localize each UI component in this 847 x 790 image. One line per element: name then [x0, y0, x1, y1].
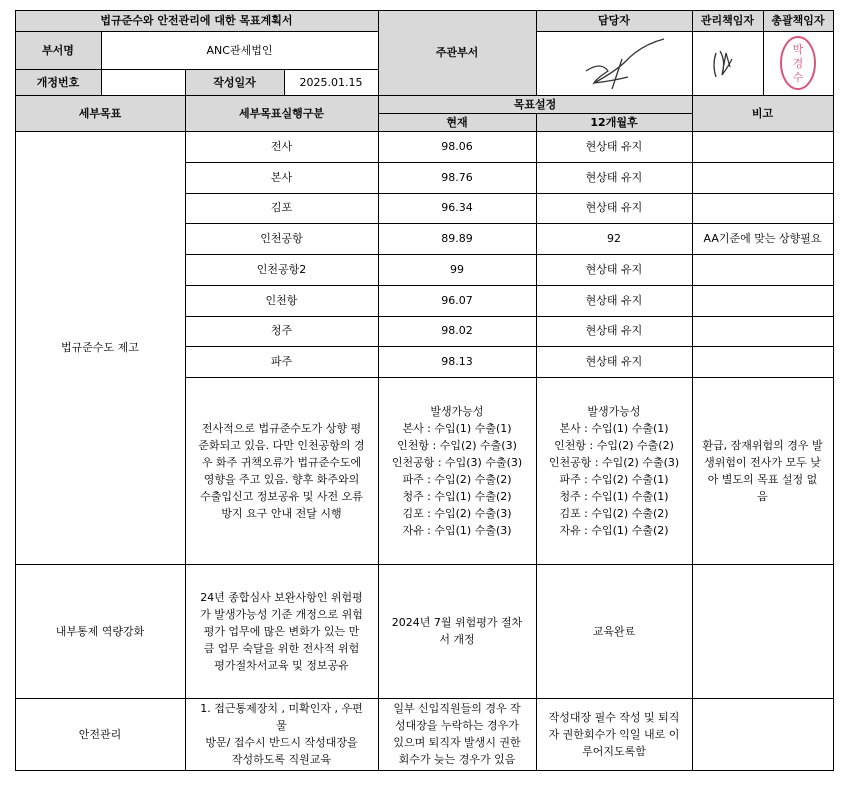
row-after: 현상태 유지 — [585, 293, 643, 307]
col-current: 현재 — [378, 113, 536, 131]
safety-note — [692, 698, 833, 770]
col-target: 목표설정 — [378, 95, 692, 113]
row-name: 본사 — [270, 170, 293, 184]
safety-description: 1. 접근통제장치 , 미확인자 , 우편 물 방문/ 접수시 반드시 작성대장을 작성하도록 직원교육 — [200, 702, 363, 766]
risk-description: 전사적으로 법규준수도가 상향 평 준화되고 있음. 다만 인천공항의 경 우 화주 귀책오류가 법규준수도에 영향을 주고 있음. 향후 화주와의 수출입신고 정보공유 및 사전 오류 방지 요구 안내 전달 시행 — [198, 421, 365, 520]
row-note — [692, 285, 833, 316]
h-rule — [15, 770, 834, 771]
dept-value: ANC관세법인 — [206, 43, 273, 57]
owner-signature — [536, 31, 692, 95]
internal-control-current: 2024년 7월 위험평가 절차 서 개정 — [391, 616, 523, 646]
row-name: 청주 — [270, 324, 293, 338]
h-rule — [536, 31, 834, 32]
v-rule — [833, 10, 834, 771]
col-goal: 세부목표 — [15, 95, 185, 131]
owner-label: 담당자 — [536, 10, 692, 31]
h-rule — [15, 69, 379, 70]
row-name: 김포 — [270, 201, 293, 215]
safety-after: 작성대장 필수 작성 및 퇴직 자 권한회수가 익일 내로 이 루어지도록함 — [548, 710, 680, 758]
h-rule — [15, 31, 379, 32]
v-rule — [101, 31, 102, 96]
goal-internal-control: 내부통제 역량강화 — [55, 624, 145, 638]
manager-label: 관리책임자 — [692, 10, 763, 31]
row-after: 현상태 유지 — [585, 170, 643, 184]
row-current: 96.34 — [441, 201, 473, 215]
row-note — [692, 346, 833, 377]
h-rule — [185, 254, 834, 255]
date-label: 작성일자 — [185, 69, 284, 95]
h-rule — [15, 10, 834, 11]
h-rule — [15, 131, 834, 132]
risk-current: 발생가능성 본사 : 수입(1) 수출(1) 인천항 : 수입(2) 수출(3) 인천공항 : 수입(3) 수출(3) 파주 : 수입(2) 수출(2) 청주 : 수입(1) 수출(2) 김포 : 수입(2) 수출(3) 자유 : 수입(1) 수출(3) — [391, 404, 523, 537]
row-after: 현상태 유지 — [585, 139, 643, 153]
row-note: AA기준에 맞는 상향필요 — [703, 232, 822, 246]
main-dept-label: 주관부서 — [378, 10, 536, 95]
v-rule — [185, 95, 186, 771]
v-rule — [15, 10, 16, 771]
h-rule — [185, 346, 834, 347]
row-note — [692, 254, 833, 285]
revision-value — [101, 69, 185, 95]
date-value: 2025.01.15 — [299, 75, 363, 89]
svg-text:수: 수 — [792, 71, 804, 84]
row-after: 92 — [607, 232, 621, 246]
safety-current: 일부 신입직원들의 경우 작 성대장을 누락하는 경우가 있으며 퇴직자 발생시 권한 회수가 늦는 경우가 있음 — [393, 702, 521, 766]
col-category: 세부목표실행구분 — [185, 95, 378, 131]
internal-control-after: 교육완료 — [592, 624, 636, 638]
svg-text:박: 박 — [792, 43, 804, 56]
v-rule — [378, 10, 379, 96]
row-after: 현상태 유지 — [585, 324, 643, 338]
h-rule — [185, 162, 834, 163]
row-name: 파주 — [270, 355, 293, 369]
internal-control-description: 24년 종합심사 보완사항인 위험평 가 발생가능성 기준 개정으로 위험 평가 업무에 많은 변화가 있는 만 큼 업무 숙달을 위한 전사적 위험 평가절차서교육 및 정보공유 — [200, 590, 363, 672]
goal-safety: 안전관리 — [78, 727, 122, 741]
h-rule — [185, 223, 834, 224]
risk-note: 환급, 잠재위험의 경우 발 생위험이 전사가 모두 낮 아 별도의 목표 설정 없 음 — [702, 438, 823, 503]
goal-compliance: 법규준수도 제고 — [61, 341, 139, 354]
row-after: 현상태 유지 — [585, 201, 643, 215]
h-rule — [15, 564, 834, 565]
v-rule — [536, 113, 537, 771]
document-title: 법규준수와 안전관리에 대한 목표계획서 — [15, 10, 378, 31]
row-name: 전사 — [270, 139, 293, 153]
row-current: 98.76 — [441, 170, 473, 184]
h-rule — [185, 193, 834, 194]
v-rule — [692, 10, 693, 96]
row-current: 98.13 — [441, 355, 473, 369]
row-name: 인천항 — [265, 293, 298, 307]
col-note: 비고 — [692, 95, 833, 131]
v-rule — [378, 95, 379, 771]
revision-label: 개정번호 — [15, 69, 101, 95]
row-note — [692, 131, 833, 162]
v-rule — [284, 69, 285, 96]
row-after: 현상태 유지 — [585, 355, 643, 369]
chief-seal — [763, 31, 833, 95]
v-rule — [185, 69, 186, 96]
row-name: 인천공항2 — [256, 262, 307, 276]
col-after: 12개월후 — [536, 113, 692, 131]
row-after: 현상태 유지 — [585, 262, 643, 276]
h-rule — [185, 377, 834, 378]
h-rule — [185, 285, 834, 286]
dept-label: 부서명 — [15, 31, 101, 69]
svg-text:경: 경 — [792, 57, 804, 70]
row-note — [692, 162, 833, 193]
row-current: 98.06 — [441, 139, 473, 153]
row-current: 98.02 — [441, 324, 473, 338]
row-note — [692, 193, 833, 224]
v-rule — [536, 10, 537, 96]
chief-label: 총괄책임자 — [763, 10, 833, 31]
h-rule — [15, 698, 834, 699]
row-current: 96.07 — [441, 293, 473, 307]
manager-signature — [692, 31, 763, 95]
risk-after: 발생가능성 본사 : 수입(1) 수출(1) 인천항 : 수입(2) 수출(2) 인천공항 : 수입(2) 수출(3) 파주 : 수입(2) 수출(1) 청주 : 수입(1) 수출(1) 김포 : 수입(2) 수출(2) 자유 : 수입(1) 수출(2) — [548, 404, 680, 537]
h-rule — [185, 316, 834, 317]
row-current: 89.89 — [441, 232, 473, 246]
row-current: 99 — [450, 262, 464, 276]
row-name: 인천공항 — [260, 232, 303, 246]
row-note — [692, 316, 833, 347]
h-rule — [15, 95, 834, 96]
v-rule — [692, 95, 693, 771]
v-rule — [763, 10, 764, 96]
internal-control-note — [692, 564, 833, 698]
